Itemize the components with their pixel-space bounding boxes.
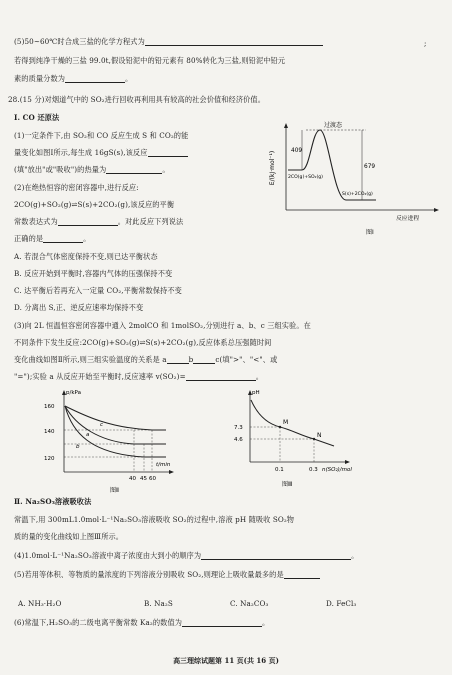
fig2-xtick: 45 — [140, 476, 147, 482]
p5-option-b: B. Na₂S — [144, 599, 173, 608]
answer-blank[interactable] — [106, 165, 162, 174]
fig3-ylabel: pH — [252, 390, 260, 396]
p1-text: 量变化如图Ⅰ所示,每生成 16gS(s),该反应 — [14, 148, 148, 157]
fig1-xlabel: 反应进程 — [396, 216, 420, 222]
p1-text: (填"放出"或"吸收")的热量为 — [14, 165, 107, 174]
p1-line-b — [14, 148, 188, 157]
answer-blank[interactable] — [201, 551, 351, 560]
p6-text: (6)常温下,H₂SO₃的二级电离平衡常数 Ka₂的数值为 — [14, 618, 183, 627]
fig2-ytick: 140 — [44, 429, 55, 435]
option-b: B. 反应开始到平衡时,容器内气体的压强保持不变 — [14, 269, 173, 278]
p2-text: 常数表达式为 — [14, 217, 58, 226]
fig2-ylabel: p/kPa — [66, 390, 81, 396]
p5-line-a — [14, 570, 320, 579]
fig2-xtick: 60 — [149, 476, 156, 482]
figure-3 — [226, 386, 366, 496]
p3-line-b: 不同条件下发生反应:2CO(g)+SO₂(g)⇌S(s)+2CO₂(g),反应体系总压强随时间 — [14, 338, 272, 347]
p5-option-a: A. NH₃·H₂O — [18, 599, 62, 608]
fig3-point-m: M — [283, 419, 289, 426]
p6-line: (6)常温下,H₂SO₃的二级电离平衡常数 Ka₂的数值为 。 — [14, 618, 270, 627]
fig1-value-679: 679 — [364, 164, 376, 170]
fig2-curve-label: a — [86, 432, 90, 438]
fig3-ytick: 7.3 — [234, 425, 243, 431]
p2-text: 。对此反应下列说法 — [117, 217, 184, 226]
answer-blank[interactable] — [145, 37, 323, 46]
p3-line-a: (3)向 2L 恒温恒容密闭容器中通入 2molCO 和 1molSO₂,分别进行 a、b、c 三组实验。在 — [14, 321, 311, 330]
p3-text: 变化曲线如图Ⅱ所示,则三组实验温度的关系是 a — [14, 355, 167, 364]
fig2-ytick: 160 — [44, 404, 55, 410]
fig1-ylabel: E/(kJ·mol⁻¹) — [269, 150, 276, 186]
fig2-xlabel: t/min — [156, 462, 171, 468]
p4-line-b: 质的量的变化曲线如上图Ⅲ所示。 — [14, 532, 124, 541]
fig1-peak-label: 过渡态 — [324, 122, 343, 129]
p3-text: c(填">"、"<"、或 — [215, 355, 278, 364]
fig1-products-label: S(s)+2CO₂(g) — [342, 192, 373, 197]
fig2-curve-label: c — [100, 422, 104, 428]
p3-line-d: "=");实验 a 从反应开始至平衡时,反应速率 v(SO₂)= 。 — [14, 372, 263, 381]
p3-text: b — [188, 355, 194, 364]
option-c: C. 达平衡后若再充入一定量 CO₂,平衡常数保持不变 — [14, 286, 182, 295]
q5-text: (5)50~60℃时合成三盐的化学方程式为 — [14, 37, 145, 46]
figure-2 — [40, 386, 180, 496]
p3-text: "=");实验 a 从反应开始至平衡时,反应速率 v(SO₂)= — [14, 372, 186, 381]
ph-chart — [226, 386, 366, 496]
pressure-time-chart — [40, 386, 180, 496]
p2-line-d: 正确的是 。 — [14, 234, 91, 243]
answer-blank[interactable] — [43, 234, 83, 243]
q5-line-a — [14, 37, 323, 46]
answer-blank[interactable] — [65, 74, 125, 83]
p3-line-c — [14, 355, 277, 364]
fig3-caption: 图Ⅲ — [282, 481, 293, 488]
answer-blank[interactable] — [167, 355, 189, 364]
answer-blank[interactable] — [148, 148, 188, 157]
fig1-value-409: 409 — [291, 148, 303, 154]
answer-blank[interactable] — [284, 570, 320, 579]
fig3-point-n: N — [317, 432, 322, 439]
energy-diagram — [266, 118, 446, 236]
fig3-ytick: 4.6 — [234, 437, 243, 443]
fig2-caption: 图Ⅱ — [110, 487, 119, 494]
page-footer: 高三理综试题第 11 页(共 16 页) — [173, 656, 279, 665]
p4-line-c: (4)1.0mol·L⁻¹Na₂SO₃溶液中离子浓度由大到小的顺序为 。 — [14, 551, 359, 560]
fig2-ytick: 120 — [44, 456, 55, 462]
p2-line-c — [14, 217, 183, 226]
q5-line-c: 素的质量分数为 。 — [14, 74, 133, 83]
p2-text: 正确的是 — [14, 234, 44, 243]
q5-text: 素的质量分数为 — [14, 74, 66, 83]
colon-mark: ; — [424, 40, 427, 48]
fig2-curve-label: b — [76, 444, 80, 450]
answer-blank[interactable] — [182, 618, 262, 627]
fig3-xtick: 0.3 — [309, 467, 318, 473]
answer-blank[interactable] — [193, 355, 215, 364]
section-2-heading: Ⅱ. Na₂SO₃溶液吸收法 — [14, 497, 92, 506]
p2-line-a: (2)在绝热恒容的密闭容器中,进行反应: — [14, 183, 139, 192]
q5-line-b: 若得到纯净干燥的三盐 99.0t,假设铅泥中的铅元素有 80%转化为三盐,则铅泥中铅元 — [14, 56, 286, 65]
fig3-xlabel: n(SO₂)/mol — [322, 467, 352, 473]
p4-text: (4)1.0mol·L⁻¹Na₂SO₃溶液中离子浓度由大到小的顺序为 — [14, 551, 202, 560]
section-1-heading: Ⅰ. CO 还原法 — [14, 113, 60, 122]
fig2-xtick: 40 — [129, 476, 136, 482]
p4-line-a: 常温下,用 300mL1.0mol·L⁻¹Na₂SO₃溶液吸收 SO₂的过程中,溶液 pH 随吸收 SO₂物 — [14, 515, 295, 524]
option-d: D. 分离出 S,正、逆反应速率均保持不变 — [14, 303, 144, 312]
answer-blank[interactable] — [58, 217, 118, 226]
figure-1 — [266, 118, 446, 236]
fig1-reactants-label: 2CO(g)+SO₂(g) — [288, 175, 323, 180]
p2-line-b: 2CO(g)+SO₂(g)⇌S(s)+2CO₂(g),该反应的平衡 — [14, 200, 175, 209]
fig1-caption: 图Ⅰ — [366, 229, 374, 236]
answer-blank[interactable] — [186, 372, 256, 381]
p1-line-a: (1)一定条件下,由 SO₂和 CO 反应生成 S 和 CO₂的能 — [14, 131, 189, 140]
fig3-xtick: 0.1 — [275, 467, 284, 473]
p5-option-c: C. Na₂CO₃ — [230, 599, 269, 608]
option-a: A. 若混合气体密度保持不变,则已达平衡状态 — [14, 252, 158, 261]
q28-heading: 28.(15 分)对烟道气中的 SO₂进行回收再利用具有较高的社会价值和经济价值。 — [8, 95, 265, 104]
p5-text: (5)若用等体积、等物质的量浓度的下列溶液分别吸收 SO₂,则理论上吸收量最多的是 — [14, 570, 284, 579]
p1-line-c: (填"放出"或"吸收")的热量为 。 — [14, 165, 170, 174]
p5-option-d: D. FeCl₃ — [326, 599, 357, 608]
